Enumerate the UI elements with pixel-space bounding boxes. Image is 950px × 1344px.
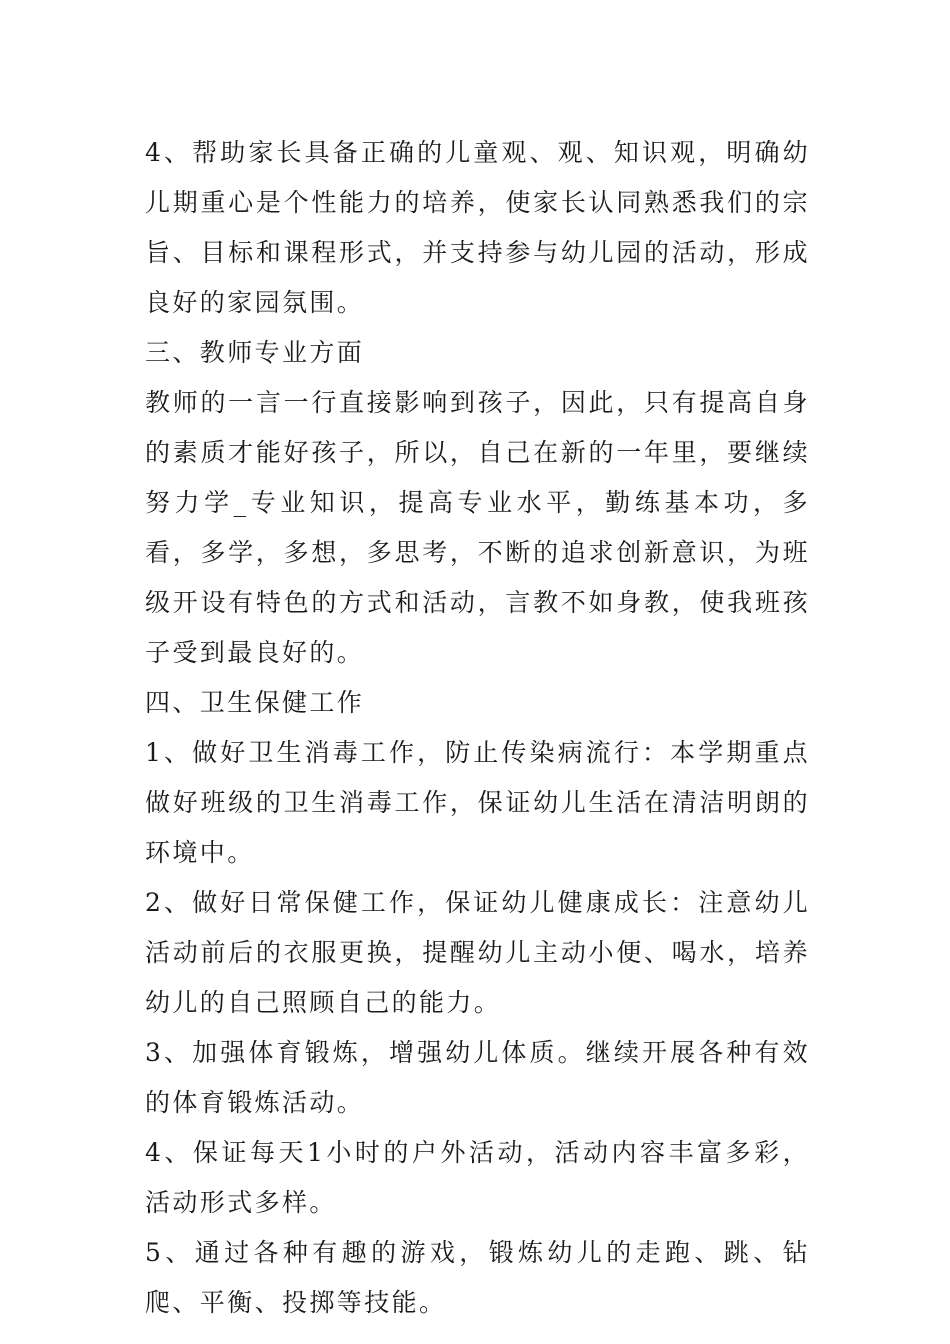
- paragraph-health-5: 5、通过各种有趣的游戏，锻炼幼儿的走跑、跳、钻爬、平衡、投掷等技能。: [145, 1238, 810, 1317]
- document-body: [145, 128, 810, 1328]
- paragraph-health-1: 1、做好卫生消毒工作，防止传染病流行：本学期重点做好班级的卫生消毒工作，保证幼儿生活在清洁明朗的环境中。: [145, 738, 810, 867]
- section-heading-teacher-professional: 三、教师专业方面: [145, 338, 365, 367]
- paragraph-health-4: 4、保证每天1小时的户外活动，活动内容丰富多彩，活动形式多样。: [145, 1138, 810, 1217]
- paragraph-health-3: 3、加强体育锻炼，增强幼儿体质。继续开展各种有效的体育锻炼活动。: [145, 1038, 810, 1117]
- paragraph-teacher-professional: 教师的一言一行直接影响到孩子，因此，只有提高自身的素质才能好孩子，所以，自己在新的一年里，要继续努力学_专业知识，提高专业水平，勤练基本功，多看，多学，多想，多思考，不断的追求创新意识，为班级开设有特色的方式和活动，言教不如身教，使我班孩子受到最良好的。: [145, 388, 810, 667]
- section-heading-health-care: 四、卫生保健工作: [145, 688, 365, 717]
- paragraph-family-cooperation-4: 4、帮助家长具备正确的儿童观、观、知识观，明确幼儿期重心是个性能力的培养，使家长认同熟悉我们的宗旨、目标和课程形式，并支持参与幼儿园的活动，形成良好的家园氛围。: [145, 138, 810, 317]
- paragraph-health-2: 2、做好日常保健工作，保证幼儿健康成长：注意幼儿活动前后的衣服更换，提醒幼儿主动小便、喝水，培养幼儿的自己照顾自己的能力。: [145, 888, 810, 1017]
